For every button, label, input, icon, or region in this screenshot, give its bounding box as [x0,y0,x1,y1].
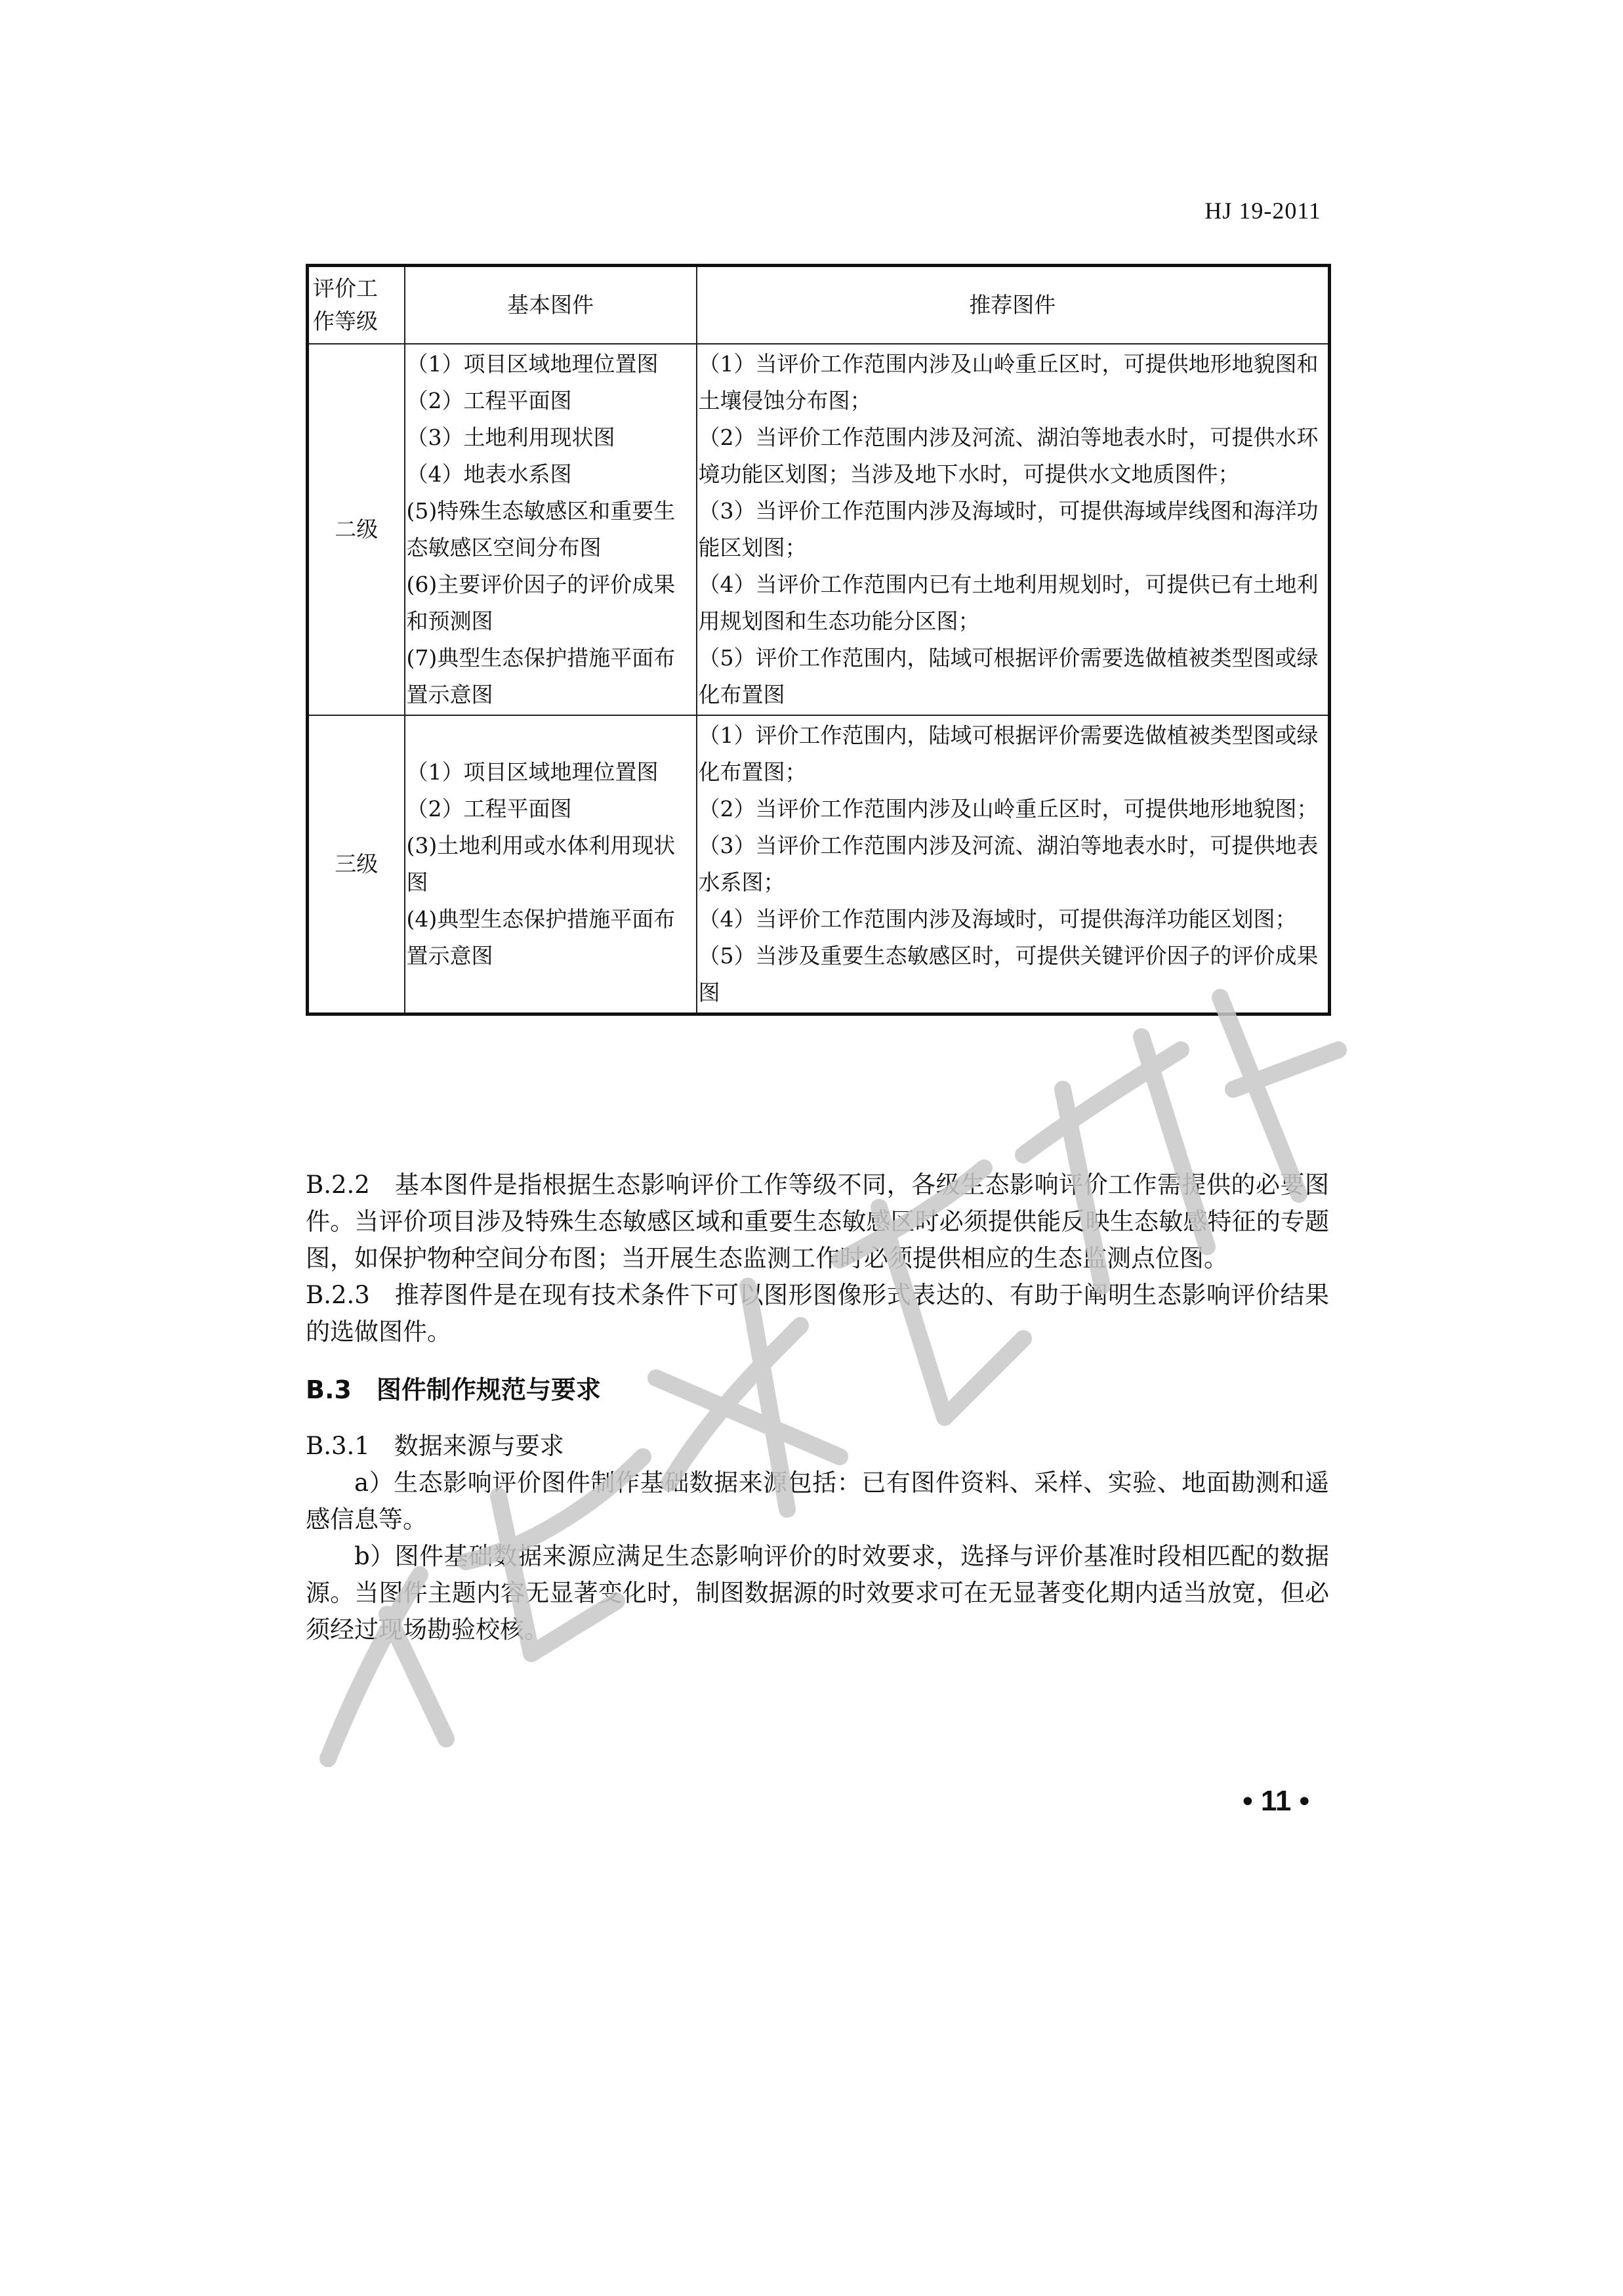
list-item: (3)土地利用或水体利用现状图 [406,833,676,895]
list-item: （1）项目区域地理位置图 [406,351,659,377]
column-header-recommended-maps: 推荐图件 [697,266,1330,344]
paragraph-b22: B.2.2 基本图件是指根据生态影响评价工作等级不同，各级生态影响评价工作需提供的必要图件。当评价项目涉及特殊生态敏感区域和重要生态敏感区时必须提供能反映生态敏感特征的专题图，如保护物种空间分布图；当开展生态监测工作时必须提供相应的生态监测点位图。 [306,1171,1329,1272]
paragraph-b23: B.2.3 推荐图件是在现有技术条件下可以图形图像形式表达的、有助于阐明生态影响评价结果的选做图件。 [306,1281,1329,1346]
list-item: （2）工程平面图 [406,796,572,822]
document-code: HJ 19-2011 [1204,198,1321,224]
list-item: （4）地表水系图 [406,461,572,487]
table-row [308,715,1330,1014]
column-header-level: 评价工 作等级 [308,266,405,344]
list-item: (6)主要评价因子的评价成果和预测图 [406,572,676,634]
column-header-basic-maps: 基本图件 [405,266,697,344]
subsection-heading-b31: B.3.1 数据来源与要求 [306,1432,564,1460]
section-heading-b3: B.3 图件制作规范与要求 [306,1375,601,1404]
list-item: （3）土地利用现状图 [406,425,615,450]
list-item: （4）当评价工作范围内已有土地利用规划时，可提供已有土地利用规划图和生态功能分区图； [698,572,1319,634]
paragraph-b31b: b）图件基础数据来源应满足生态影响评价的时效要求，选择与评价基准时段相匹配的数据源。当图件主题内容无显著变化时，制图数据源的时效要求可在无显著变化期内适当放宽，但必须经过现场勘验校核。 [306,1542,1329,1644]
list-item: (4)典型生态保护措施平面布置示意图 [406,906,676,969]
table-row [308,344,1330,715]
list-item: （5）评价工作范围内，陆域可根据评价需要选做植被类型图或绿化布置图 [698,645,1319,707]
paragraph-b31a: a）生态影响评价图件制作基础数据来源包括：已有图件资料、采样、实验、地面勘测和遥感信息等。 [306,1469,1329,1534]
list-item: （2）工程平面图 [406,388,572,413]
list-item: （2）当评价工作范围内涉及河流、湖泊等地表水时，可提供水环境功能区划图；当涉及地下水时，可提供水文地质图件； [698,425,1319,487]
list-item: （3）当评价工作范围内涉及河流、湖泊等地表水时，可提供地表水系图； [698,833,1319,895]
list-item: （2）当评价工作范围内涉及山岭重丘区时，可提供地形地貌图； [698,796,1319,822]
list-item: （5）当涉及重要生态敏感区时，可提供关键评价因子的评价成果图 [698,943,1319,1005]
basic-maps-cell [405,715,697,1014]
list-item: (5)特殊生态敏感区和重要生态敏感区空间分布图 [406,498,676,560]
recommended-maps-cell [697,344,1330,715]
list-item: （1）当评价工作范围内涉及山岭重丘区时，可提供地形地貌图和土壤侵蚀分布图； [698,351,1319,413]
list-item: （1）项目区域地理位置图 [406,759,659,785]
page-number: • 11 • [1243,1785,1309,1817]
map-requirements-table [306,264,1331,1016]
level-cell: 三级 [308,715,405,1014]
level-cell: 二级 [308,344,405,715]
basic-maps-cell [405,344,697,715]
recommended-maps-cell [697,715,1330,1014]
list-item: (7)典型生态保护措施平面布置示意图 [406,645,676,707]
list-item: （3）当评价工作范围内涉及海域时，可提供海域岸线图和海洋功能区划图； [698,498,1319,560]
list-item: （4）当评价工作范围内涉及海域时，可提供海洋功能区划图； [698,906,1297,932]
list-item: （1）评价工作范围内，陆域可根据评价需要选做植被类型图或绿化布置图； [698,722,1319,785]
table-header-row [308,266,1330,344]
body-text [306,1167,1329,1648]
